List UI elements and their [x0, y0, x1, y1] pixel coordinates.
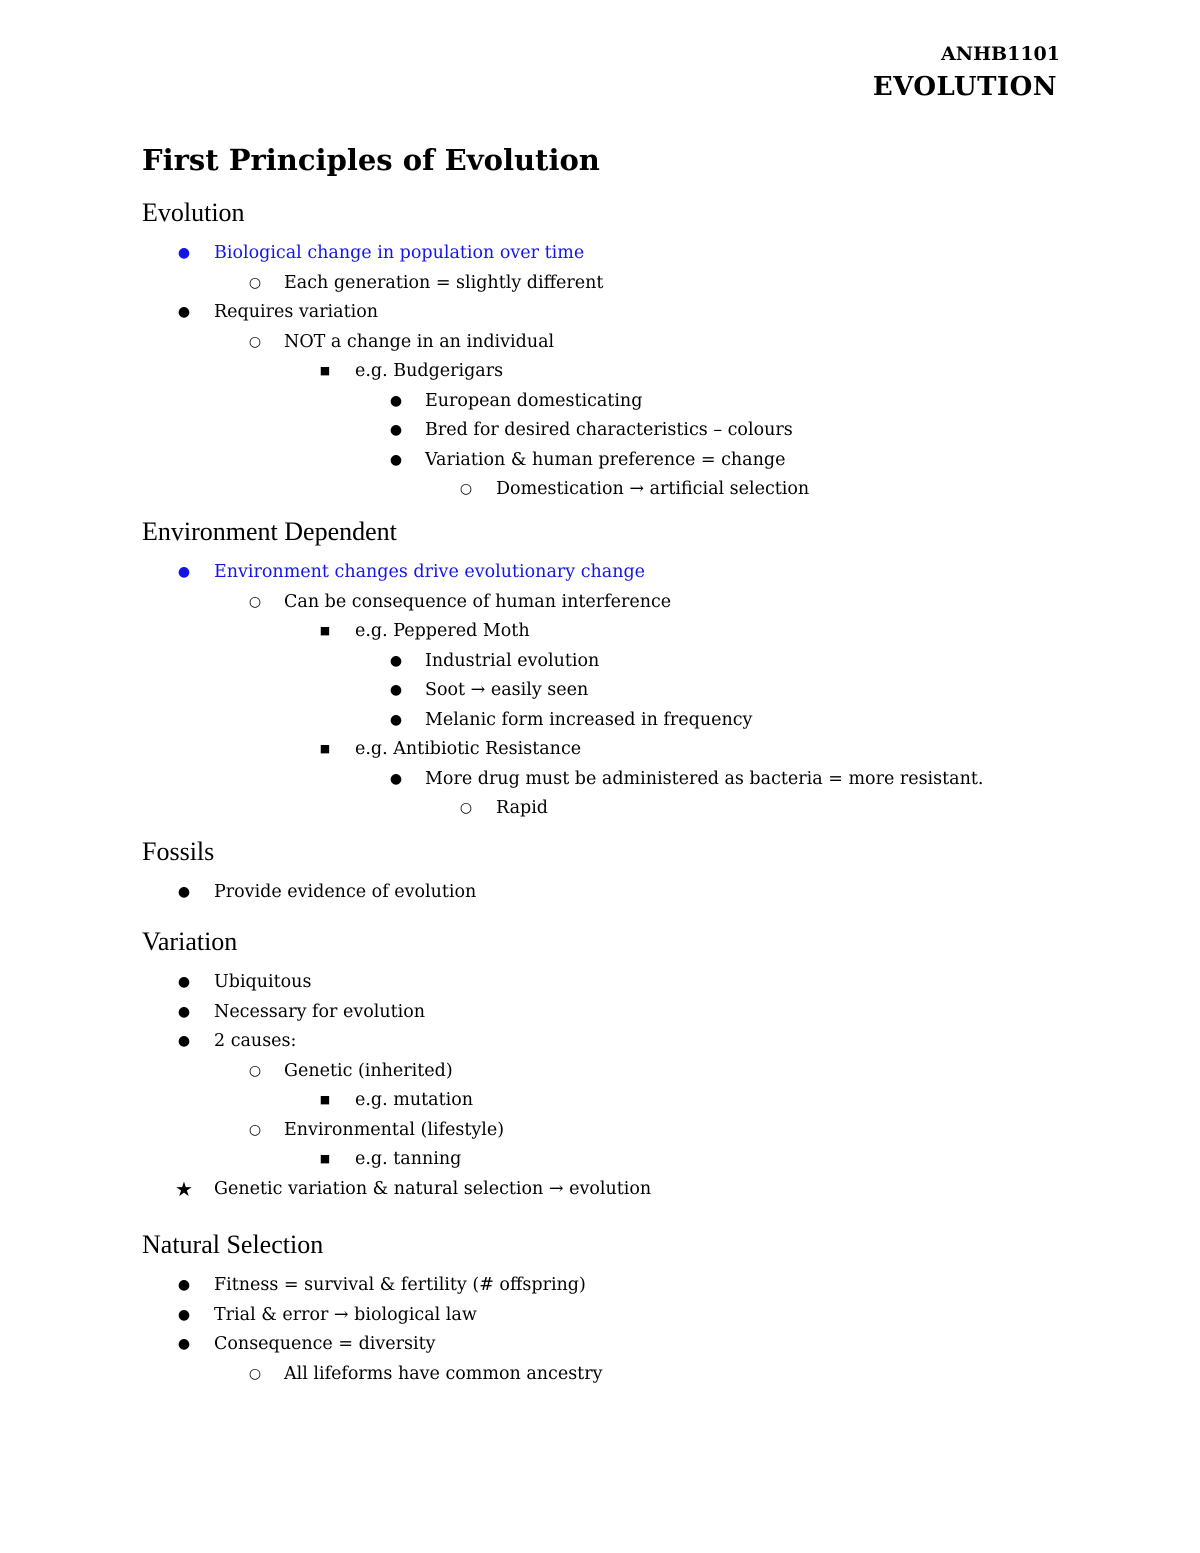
list-item-text: e.g. Peppered Moth	[355, 621, 530, 641]
section-heading: Variation	[142, 927, 238, 956]
list-item-text: Provide evidence of evolution	[214, 882, 477, 902]
circle-bullet-icon: ○	[248, 1365, 262, 1382]
list-item-text: Rapid	[496, 798, 549, 818]
list-item-text: All lifeforms have common ancestry	[284, 1363, 603, 1384]
list-item-text: Necessary for evolution	[214, 1001, 426, 1022]
list-item-text: Fitness = survival & fertility (# offspring)	[214, 1275, 586, 1295]
dot-bullet-icon: ●	[177, 1003, 191, 1020]
circle-bullet-icon: ○	[248, 1062, 262, 1079]
list-item-text: e.g. mutation	[355, 1090, 474, 1110]
circle-bullet-icon: ○	[248, 274, 262, 291]
dot-bullet-icon: ●	[389, 711, 403, 728]
dot-bullet-icon: ●	[389, 392, 403, 409]
square-bullet-icon: ■	[319, 742, 331, 755]
list-item-text: e.g. Budgerigars	[355, 361, 504, 381]
list-item-text: Requires variation	[214, 302, 379, 322]
list-item-text: Genetic (inherited)	[284, 1060, 453, 1081]
dot-bullet-icon: ●	[389, 682, 403, 698]
dot-bullet-icon: ●	[389, 451, 403, 468]
dot-bullet-icon: ●	[177, 245, 191, 261]
dot-bullet-icon: ●	[177, 1033, 191, 1049]
list-item-text: European domesticating	[425, 390, 643, 411]
square-bullet-icon: ■	[319, 364, 331, 377]
dot-bullet-icon: ●	[177, 1306, 191, 1323]
section-heading: Natural Selection	[142, 1230, 324, 1259]
list-item-text: NOT a change in an individual	[284, 331, 555, 352]
star-bullet-icon: ★	[175, 1176, 193, 1201]
dot-bullet-icon: ●	[389, 422, 403, 438]
square-bullet-icon: ■	[319, 1093, 331, 1106]
dot-bullet-icon: ●	[177, 974, 191, 990]
list-item-text: Industrial evolution	[425, 650, 600, 671]
course-code: ANHB1101	[940, 43, 1060, 65]
dot-bullet-icon: ●	[177, 1336, 191, 1352]
circle-bullet-icon: ○	[248, 333, 262, 350]
circle-bullet-icon: ○	[248, 593, 262, 610]
square-bullet-icon: ■	[319, 1152, 331, 1165]
list-item-text: Can be consequence of human interference	[284, 591, 672, 612]
section-heading: Fossils	[142, 837, 215, 866]
dot-bullet-icon: ●	[389, 652, 403, 669]
list-item-text: Trial & error → biological law	[214, 1304, 477, 1325]
circle-bullet-icon: ○	[459, 481, 473, 497]
section-heading: Evolution	[142, 198, 245, 227]
list-item-text: Consequence = diversity	[214, 1334, 436, 1354]
circle-bullet-icon: ○	[248, 1121, 262, 1138]
list-item-text: Ubiquitous	[214, 972, 312, 992]
list-item-text: 2 causes:	[214, 1031, 297, 1051]
section-heading: Environment Dependent	[142, 517, 397, 546]
list-item-text: e.g. tanning	[355, 1149, 462, 1169]
dot-bullet-icon: ●	[177, 884, 191, 900]
dot-bullet-icon: ●	[177, 564, 191, 580]
list-item-text: e.g. Antibiotic Resistance	[355, 739, 582, 759]
document-title: EVOLUTION	[872, 72, 1057, 102]
list-item-text: Bred for desired characteristics – colours	[425, 420, 793, 440]
list-item-text: Melanic form increased in frequency	[425, 709, 753, 730]
list-item-text: Each generation = slightly different	[284, 272, 604, 293]
list-item-text: Environment changes drive evolutionary change	[214, 562, 646, 582]
dot-bullet-icon: ●	[389, 770, 403, 787]
list-item-text: Variation & human preference = change	[425, 449, 786, 470]
list-item-text: Environmental (lifestyle)	[284, 1119, 505, 1140]
dot-bullet-icon: ●	[177, 304, 191, 320]
page-title: First Principles of Evolution	[142, 143, 600, 177]
list-item-text: Soot → easily seen	[425, 680, 589, 700]
square-bullet-icon: ■	[319, 624, 331, 637]
circle-bullet-icon: ○	[459, 800, 473, 816]
list-item-text: More drug must be administered as bacteria = more resistant.	[425, 768, 984, 789]
list-item-text: Domestication → artificial selection	[496, 479, 810, 499]
list-item-text: Biological change in population over time	[214, 243, 585, 263]
dot-bullet-icon: ●	[177, 1277, 191, 1293]
list-item-text: Genetic variation & natural selection → evolution	[214, 1178, 652, 1199]
